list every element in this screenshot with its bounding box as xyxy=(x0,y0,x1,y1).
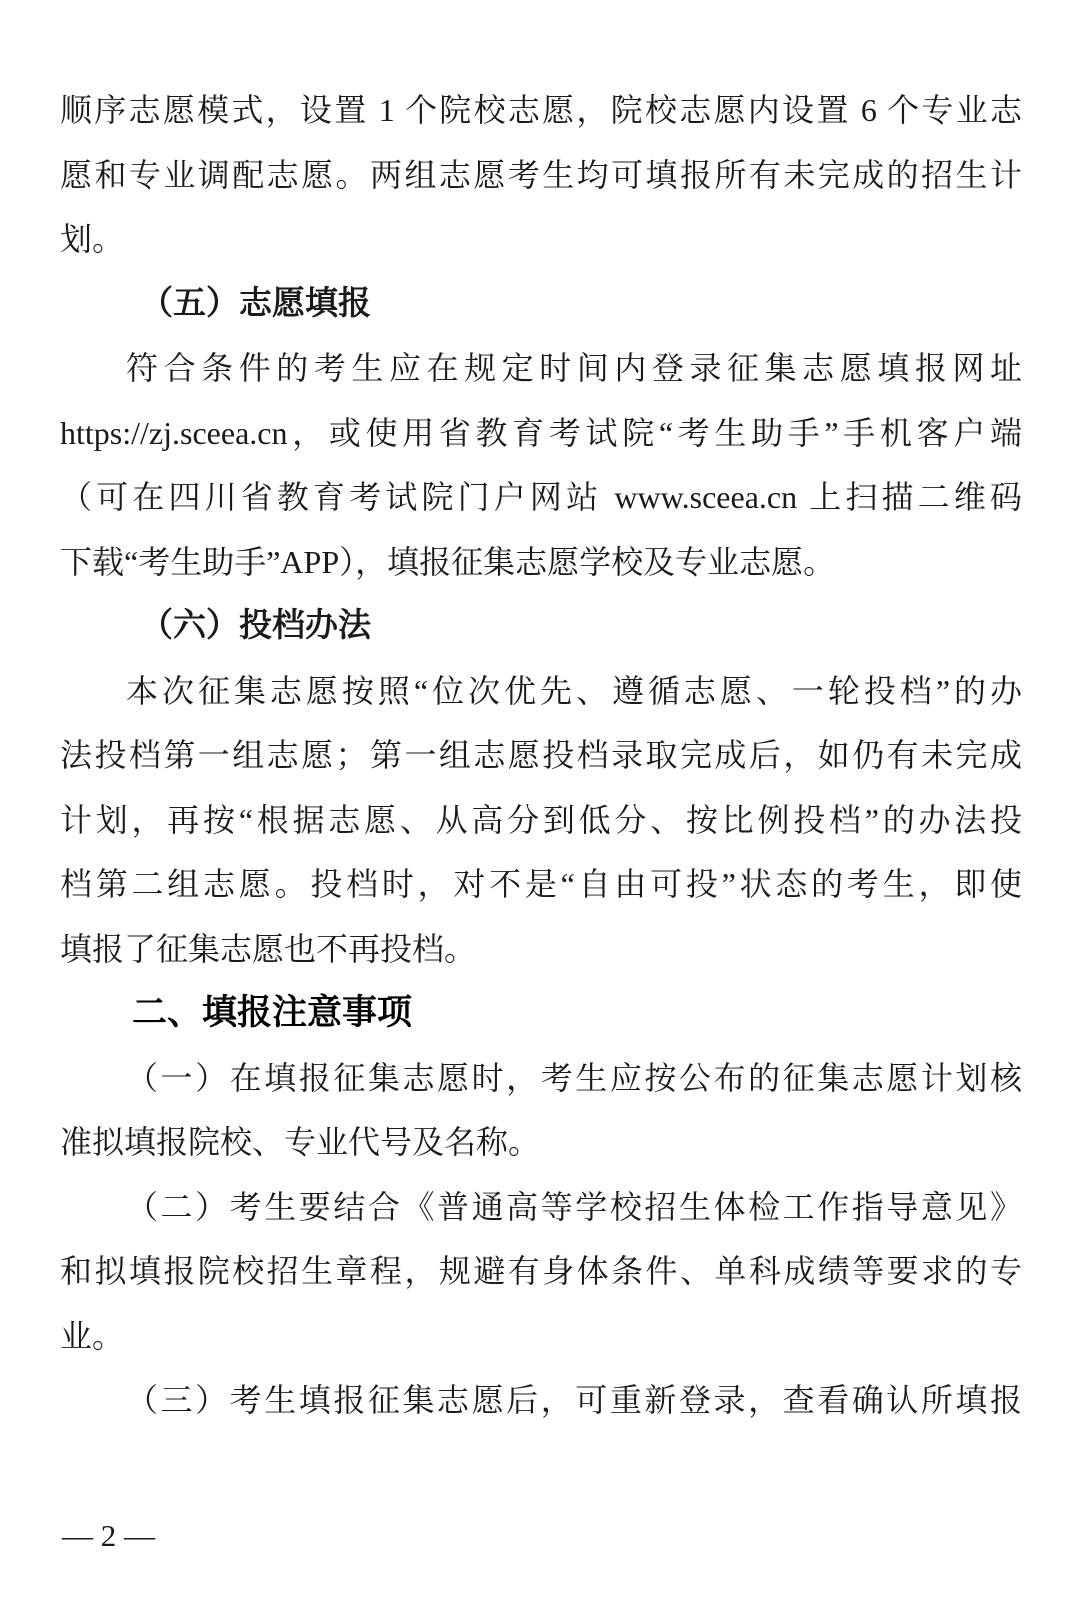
section-heading-5: （五）志愿填报 xyxy=(140,285,371,322)
text-line: （三）考生填报征集志愿后，可重新登录，查看确认所填报 xyxy=(126,1382,1022,1418)
text-line: 计划，再按“根据志愿、从高分到低分、按比例投档”的办法投 xyxy=(60,801,1022,838)
text-line: 顺序志愿模式，设置 1 个院校志愿，院校志愿内设置 6 个专业志 xyxy=(60,92,1022,128)
text-line: （一）在填报征集志愿时，考生应按公布的征集志愿计划核 xyxy=(126,1059,1022,1096)
text-line: （可在四川省教育考试院门户网站 www.sceea.cn 上扫描二维码 xyxy=(60,479,1022,515)
text-line: （二）考生要结合《普通高等学校招生体检工作指导意见》 xyxy=(126,1188,1022,1225)
text-line: 符合条件的考生应在规定时间内登录征集志愿填报网址 xyxy=(126,350,1022,386)
text-line: 准拟填报院校、专业代号及名称。 xyxy=(60,1124,541,1160)
text-line: https://zj.sceea.cn，或使用省教育考试院“考生助手”手机客户端 xyxy=(60,414,1022,451)
text-line: 本次征集志愿按照“位次优先、遵循志愿、一轮投档”的办 xyxy=(126,672,1022,709)
document-body xyxy=(60,78,1022,1433)
page-number: — 2 — xyxy=(62,1518,155,1553)
text-line: 愿和专业调配志愿。两组志愿考生均可填报所有未完成的招生计 xyxy=(60,156,1022,193)
text-line: 填报了征集志愿也不再投档。 xyxy=(60,930,477,967)
text-line: 和拟填报院校招生章程，规避有身体条件、单科成绩等要求的专 xyxy=(60,1253,1022,1289)
text-line: 划。 xyxy=(60,221,125,257)
section-heading-6: （六）投档办法 xyxy=(140,608,371,644)
text-line: 法投档第一组志愿；第一组志愿投档录取完成后，如仍有未完成 xyxy=(60,737,1022,773)
text-line: 下载“考生助手”APP），填报征集志愿学校及专业志愿。 xyxy=(60,543,836,580)
text-line: 业。 xyxy=(60,1317,125,1354)
section-heading-2: 二、填报注意事项 xyxy=(132,993,413,1032)
text-line: 档第二组志愿。投档时，对不是“自由可投”状态的考生，即使 xyxy=(60,866,1022,902)
